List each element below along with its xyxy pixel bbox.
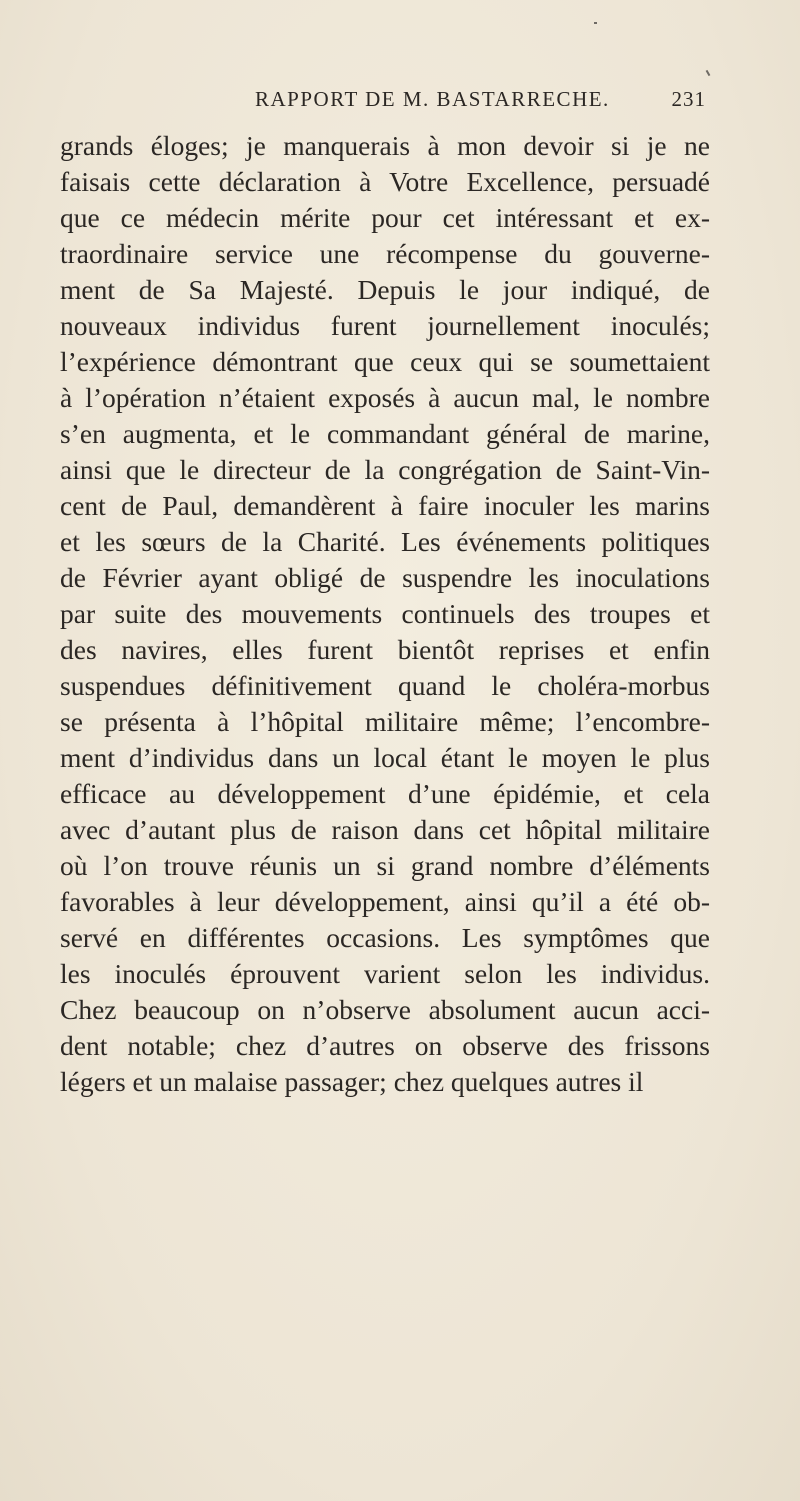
text-line: favorables à leur développement, ainsi qu’il a été ob- [60,886,710,917]
text-line: des navires, elles furent bientôt reprises et enfin [60,634,710,665]
text-line: faisais cette déclaration à Votre Excellence, persuadé [60,166,710,197]
text-line: suspendues définitivement quand le choléra-morbus [60,670,710,701]
running-head [60,87,720,119]
text-line: à l’opération n’étaient exposés à aucun mal, le nombre [60,382,710,413]
text-line: servé en différentes occasions. Les symptômes que [60,922,710,953]
text-line: nouveaux individus furent journellement inoculés; [60,310,710,341]
text-line: se présenta à l’hôpital militaire même; l’encombre- [60,706,710,737]
text-line: ainsi que le directeur de la congrégation de Saint-Vin- [60,454,710,485]
page-number: 231 [671,87,706,111]
text-line: efficace au développement d’une épidémie, et cela [60,778,710,809]
text-line: où l’on trouve réunis un si grand nombre d’éléments [60,850,710,881]
text-line: avec d’autant plus de raison dans cet hôpital militaire [60,814,710,845]
running-title: RAPPORT DE M. BASTARRECHE. [255,87,610,111]
text-line: légers et un malaise passager; chez quelques autres il [60,1066,644,1097]
body-text [60,128,710,1100]
text-line: cent de Paul, demandèrent à faire inoculer les marins [60,490,710,521]
text-line: les inoculés éprouvent varient selon les individus. [60,958,710,989]
text-line: et les sœurs de la Charité. Les événements politiques [60,526,710,557]
text-line: ment de Sa Majesté. Depuis le jour indiqué, de [60,274,710,305]
text-line: par suite des mouvements continuels des troupes et [60,598,710,629]
text-line: de Février ayant obligé de suspendre les inoculations [60,562,710,593]
text-line: l’expérience démontrant que ceux qui se soumettaient [60,346,710,377]
text-line: grands éloges; je manquerais à mon devoir si je ne [60,130,710,161]
scan-speck-mark [706,70,711,76]
text-line: que ce médecin mérite pour cet intéressant et ex- [60,202,710,233]
text-line: Chez beaucoup on n’observe absolument aucun acci- [60,994,710,1025]
text-line: dent notable; chez d’autres on observe des frissons [60,1030,710,1061]
text-line: ment d’individus dans un local étant le moyen le plus [60,742,710,773]
scan-speck-mark [594,22,597,24]
text-line: traordinaire service une récompense du gouverne- [60,238,710,269]
text-line: s’en augmenta, et le commandant général de marine, [60,418,710,449]
